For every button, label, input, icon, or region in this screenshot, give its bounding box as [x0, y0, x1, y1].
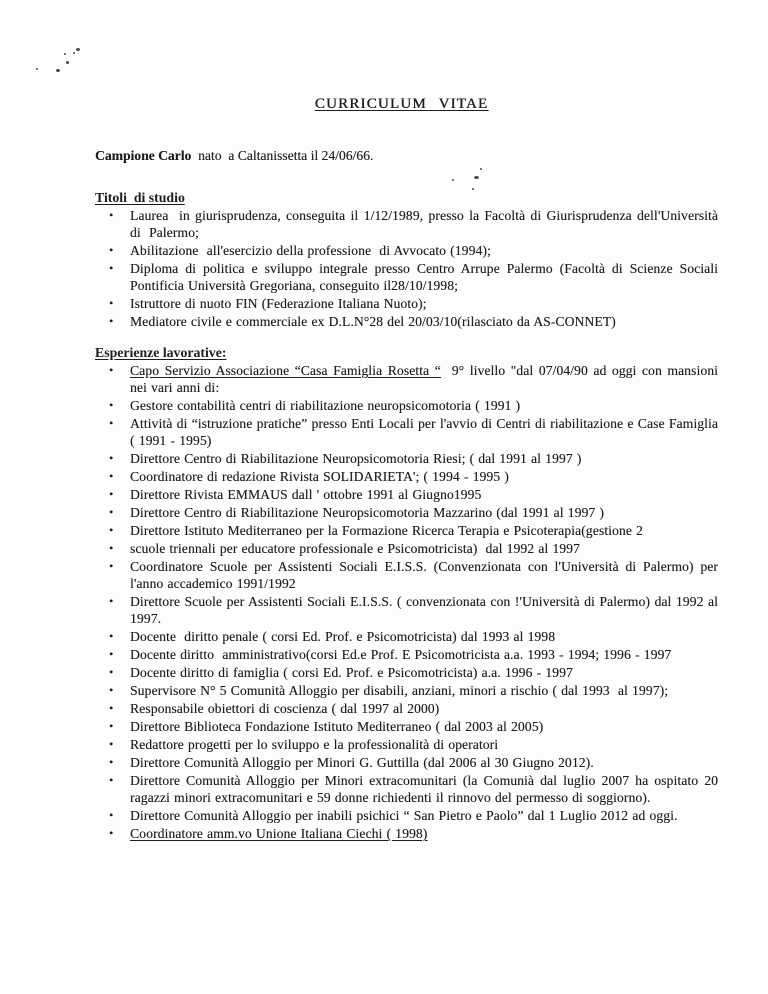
list-item — [130, 772, 723, 806]
list-item — [130, 646, 718, 663]
item-text: Gestore contabilità centri di riabilitazione neuropsicomotoria ( 1991 ) — [130, 398, 521, 413]
item-lead: Capo Servizio Associazione “Casa Famiglia Rosetta “ — [130, 363, 441, 378]
item-text: Coordinatore amm.vo Unione Italiana Ciechi ( 1998) — [130, 826, 428, 841]
cv-intro-line — [95, 147, 718, 164]
list-item — [130, 664, 718, 681]
item-text: Abilitazione all'esercizio della professione di Avvocato (1994); — [130, 243, 491, 258]
esperienze-lavorative-list — [95, 362, 723, 842]
list-item — [130, 540, 718, 557]
list-item — [130, 736, 718, 753]
list-item — [130, 313, 718, 330]
item-text: 9° livello "dal 07/04/90 ad oggi con mansioni nei vari anni di: — [130, 363, 723, 395]
list-item — [130, 450, 718, 467]
item-text: Coordinatore di redazione Rivista SOLIDARIETA'; ( 1994 - 1995 ) — [130, 469, 509, 484]
list-item — [130, 628, 718, 645]
person-birth-info: nato a Caltanissetta il 24/06/66. — [191, 148, 374, 163]
list-item — [130, 558, 723, 592]
item-text: Docente diritto amministrativo(corsi Ed.e Prof. E Psicomotricista a.a. 1993 - 1994; 1996 - 1997 — [130, 647, 672, 662]
item-text: Supervisore N° 5 Comunità Alloggio per disabili, anziani, minori a rischio ( dal 1993 al 1997); — [130, 683, 669, 698]
item-text: Direttore Rivista EMMAUS dall ' ottobre 1991 al Giugno1995 — [130, 487, 482, 502]
item-text: Docente diritto di famiglia ( corsi Ed. Prof. e Psicomotricista) a.a. 1996 - 1997 — [130, 665, 573, 680]
item-text: Redattore progetti per lo sviluppo e la professionalità di operatori — [130, 737, 499, 752]
list-item — [130, 415, 723, 449]
section-heading-titoli-di-studio: Titoli di studio — [95, 190, 185, 205]
list-item — [130, 295, 718, 312]
list-item — [130, 682, 718, 699]
list-item — [130, 397, 718, 414]
item-text: scuole triennali per educatore professionale e Psicomotricista) dal 1992 al 1997 — [130, 541, 580, 556]
list-item — [130, 504, 718, 521]
section-esperienze-lavorative — [95, 344, 723, 842]
list-item — [130, 807, 718, 824]
list-item — [130, 593, 723, 627]
item-text: Direttore Scuole per Assistenti Sociali E.I.S.S. ( convenzionata con !'Università di Palermo) dal 1992 al 1997. — [130, 594, 723, 626]
list-item — [130, 468, 718, 485]
item-text: Attività di “istruzione pratiche” presso Enti Locali per l'avvio di Centri di riabilitazione e Case Famiglia ( 1991 - 1995) — [130, 416, 723, 448]
item-text: Direttore Comunità Alloggio per Minori G. Guttilla (dal 2006 al 30 Giugno 2012). — [130, 755, 594, 770]
section-heading-esperienze-lavorative: Esperienze lavorative: — [95, 345, 227, 360]
item-text: Direttore Istituto Mediterraneo per la Formazione Ricerca Terapia e Psicoterapia(gestione 2 — [130, 523, 643, 538]
item-text: Coordinatore Scuole per Assistenti Sociali E.I.S.S. (Convenzionata con l'Università di Palermo) per l'anno accademico 1991/1992 — [130, 559, 723, 591]
list-item — [130, 362, 723, 396]
item-text: Direttore Biblioteca Fondazione Istituto Mediterraneo ( dal 2003 al 2005) — [130, 719, 544, 734]
list-item — [130, 700, 718, 717]
item-text: Direttore Centro di Riabilitazione Neuropsicomotoria Riesi; ( dal 1991 al 1997 ) — [130, 451, 582, 466]
list-item — [130, 718, 718, 735]
list-item — [130, 242, 718, 259]
list-item — [130, 260, 723, 294]
list-item — [130, 825, 718, 842]
list-item — [130, 522, 718, 539]
section-titoli-di-studio — [95, 189, 723, 330]
item-text: Direttore Centro di Riabilitazione Neuropsicomotoria Mazzarino (dal 1991 al 1997 ) — [130, 505, 604, 520]
cv-title: CURRICULUM VITAE — [314, 96, 489, 112]
item-text: Istruttore di nuoto FIN (Federazione Italiana Nuoto); — [130, 296, 427, 311]
item-text: Responsabile obiettori di coscienza ( dal 1997 al 2000) — [130, 701, 440, 716]
item-text: Mediatore civile e commerciale ex D.L.N°28 del 20/03/10(rilasciato da AS-CONNET) — [130, 314, 616, 329]
item-text: Direttore Comunità Alloggio per Minori extracomunitari (la Comunià dal luglio 2007 ha ospitato 20 ragazzi minori extracomunitari e 59 donne richiedenti il rinnovo del permesso di soggiorno). — [130, 773, 723, 805]
titoli-di-studio-list — [95, 207, 723, 330]
item-text: Direttore Comunità Alloggio per inabili psichici “ San Pietro e Paolo” dal 1 Luglio 2012 ad oggi. — [130, 808, 678, 823]
list-item — [130, 207, 723, 241]
list-item — [130, 486, 718, 503]
person-name: Campione Carlo — [95, 148, 192, 163]
item-text: Docente diritto penale ( corsi Ed. Prof. e Psicomotricista) dal 1993 al 1998 — [130, 629, 556, 644]
list-item — [130, 754, 718, 771]
item-text: Diploma di politica e sviluppo integrale presso Centro Arrupe Palermo (Facoltà di Scienze Sociali Pontificia Università Gregoriana, conseguito il28/10/1998; — [130, 261, 723, 293]
item-text: Laurea in giurisprudenza, conseguita il 1/12/1989, presso la Facoltà di Giurisprudenza dell'Università di Palermo; — [130, 208, 723, 240]
